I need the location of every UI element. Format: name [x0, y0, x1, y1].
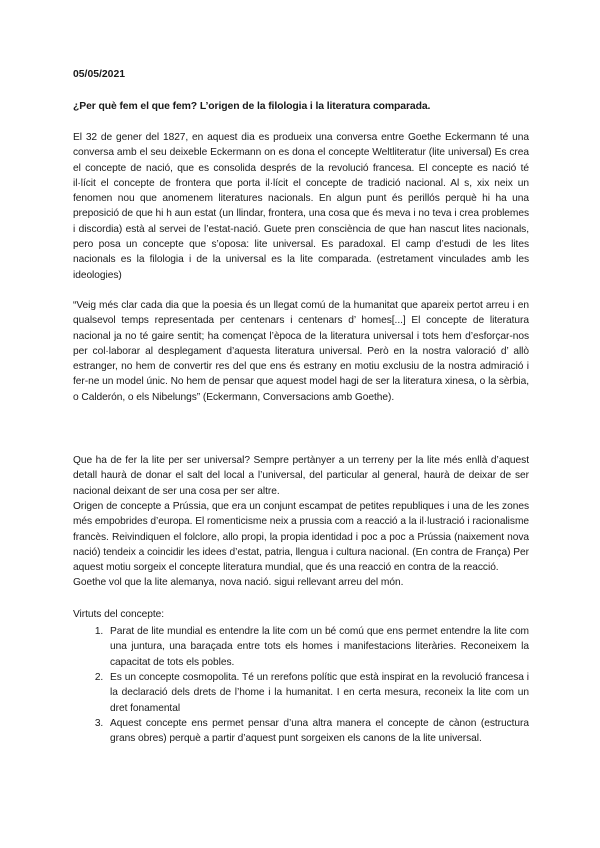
virtuts-heading: Virtuts del concepte:	[73, 608, 165, 620]
paragraph-universal: Que ha de fer la lite per ser universal? Sempre pertànyer a un terreny per la lite més enllà d’aquest detall haurà de donar el salt del local a l’universal, del particular al general, haurà de deixar de ser nacional deixant de ser una cosa per ser altre.	[73, 455, 529, 497]
list-item: 2. Es un concepte cosmopolita. Té un rerefons polític que està inspirat en la revolució francesa i la declaració dels drets de l’home i la humanitat. I en certa mesura, reconeix la lite com un dret fonamental	[106, 670, 529, 716]
document-date: 05/05/2021	[73, 69, 126, 80]
document-body	[73, 68, 529, 746]
list-item: 1. Parat de lite mundial es entendre la lite com un bé comú que ens permet entendre la lite com una juntura, una baraçada entre tots els homes i manifestacions literàries. Reconeixem la capacitat de tots els pobles.	[106, 624, 529, 670]
paragraph-quote: “Veig més clar cada dia que la poesia és un llegat comú de la humanitat que apareix pertot arreu i en qualsevol temps representada per centenars i centenars d’ homes[...] El concepte de literatura nacional ja no té gaire sentit; ha començat l’època de la literatura universal i tots hem d’esforçar-nos per col·laborar al desplegament d’aquesta literatura universal. Però en la nostra valoració d’ allò estranger, no hem de convertir res del que ens és estrany en motiu exclusiu de la nostra admiració i fer-ne un model únic. No hem de pensar que aquest model hagi de ser la literatura xinesa, o la sèrbia, o Calderón, o els Nibelungs” (Eckermann, Conversacions amb Goethe).	[73, 299, 529, 403]
paragraph-goethe: Goethe vol que la lite alemanya, nova nació. sigui rellevant arreu del món.	[73, 577, 404, 589]
document-title: ¿Per què fem el que fem? L’origen de la filologia i la literatura comparada.	[73, 101, 431, 112]
paragraph-intro: El 32 de gener del 1827, en aquest dia es produeix una conversa entre Goethe Eckermann té una conversa amb el seu deixeble Eckermann on es dona el concepte Weltliteratur (lite universal) Es crea el concepte de nació, que es consolida després de la revolució francesa. El concepte es nació té il·lícit el concepte de frontera que porta il·lícit el concepte de tradició nacional. Al s, xix neix un fenomen nou que anomenem literatures nacionals. En algun punt és perillós perquè hi ha una preposició de que hi h aun estat (un llindar, frontera, una cosa que és meva i no teva i crea problemes i discordia) està al servei de l’estat-nació. Guete pren consciència de que han nascut lites nacionals, pero posa un concepte que s’oposa: lite universal. Es paradoxal. El camp d’estudi de les lites nacionals es la filologia i de la universal es la lite comparada. (estretament vinculades amb les ideologies)	[73, 132, 529, 281]
list-item: 3. Aquest concepte ens permet pensar d’una altra manera el concepte de cànon (estructura grans obres) perquè a partir d’aquest punt sorgeixen els canons de la lite universal.	[106, 716, 529, 747]
paragraph-prussia: Origen de concepte a Prússia, que era un conjunt escampat de petites republiques i una de les zones més empobrides d’europa. El romenticisme neix a prussia com a reacció a la il·lustració i racionalisme francès. Reivindiquen el folclore, allo propi, la propia identidad i poc a poc a Prússia (naixement nova nació) tendeix a coincidir les idees d’estat, patria, llengua i cultura nacional. (En contra de França) Per aquest motiu sorgeix el concepte literatura mundial, que és una reacció en contra de la reacció.	[73, 500, 529, 574]
virtuts-list	[73, 624, 529, 746]
